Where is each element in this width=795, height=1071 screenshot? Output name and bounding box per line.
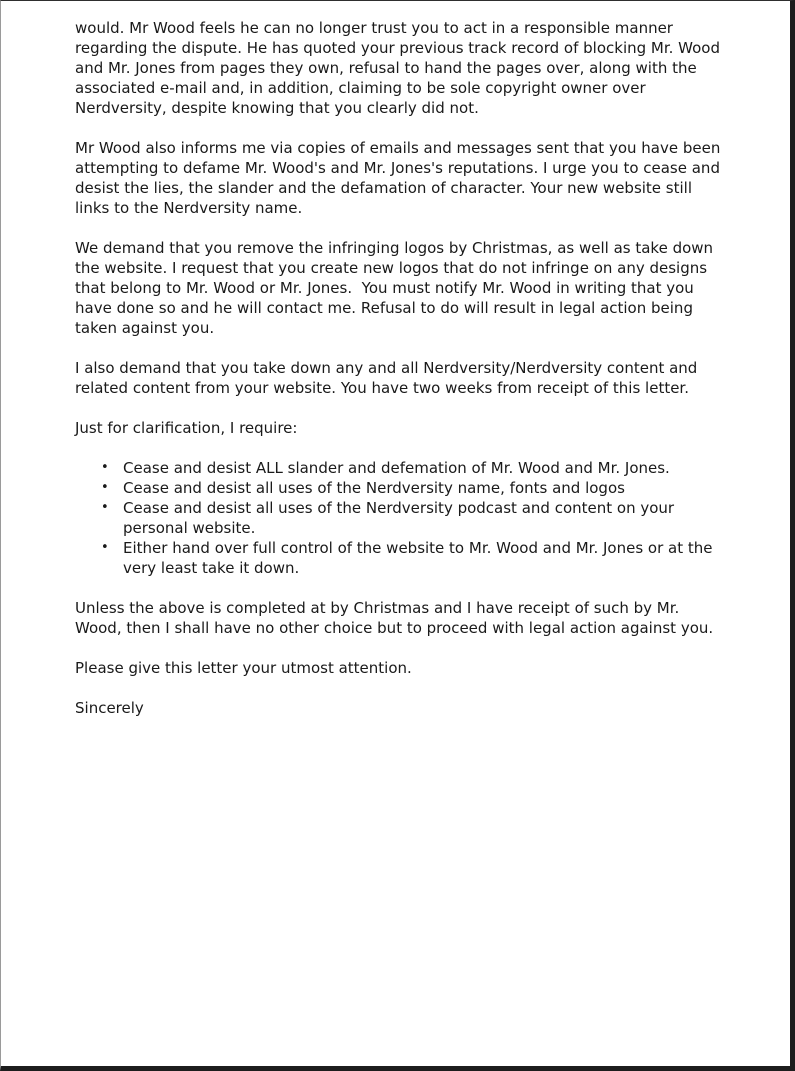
demand-list — [75, 458, 721, 578]
list-item — [101, 498, 721, 538]
list-item — [101, 538, 721, 578]
list-item-text: Either hand over full control of the website to Mr. Wood and Mr. Jones or at the very least take it down. — [123, 539, 713, 577]
list-item — [101, 478, 721, 498]
paragraph-ultimatum: Unless the above is completed at by Christmas and I have receipt of such by Mr. Wood, then I shall have no other choice but to proceed with legal action against you. — [75, 599, 714, 637]
signoff: Sincerely — [75, 699, 144, 717]
list-item-text: Cease and desist all uses of the Nerdversity name, fonts and logos — [123, 479, 625, 497]
paragraph-continuation: would. Mr Wood feels he can no longer trust you to act in a responsible manner regarding the dispute. He has quoted your previous track record of blocking Mr. Wood and Mr. Jones from pages they own, refusal to hand the pages over, along with the associated e-mail and, in addition, claiming to be sole copyright owner over Nerdversity, despite knowing that you clearly did not. — [75, 19, 725, 117]
bullet-icon: • — [101, 540, 109, 555]
letter-body — [75, 18, 726, 718]
bullet-icon: • — [101, 460, 109, 475]
paragraph-attention: Please give this letter your utmost attention. — [75, 659, 412, 677]
bullet-icon: • — [101, 480, 109, 495]
list-item-text: Cease and desist all uses of the Nerdversity podcast and content on your personal website. — [123, 499, 675, 537]
paragraph-defamation: Mr Wood also informs me via copies of emails and messages sent that you have been attempting to defame Mr. Wood's and Mr. Jones's reputations. I urge you to cease and desist the lies, the slander and the defamation of character. Your new website still links to the Nerdversity name. — [75, 139, 726, 217]
list-item-text: Cease and desist ALL slander and defemation of Mr. Wood and Mr. Jones. — [123, 459, 670, 477]
bullet-icon: • — [101, 500, 109, 515]
paragraph-demand-content: I also demand that you take down any and all Nerdversity/Nerdversity content and related content from your website. You have two weeks from receipt of this letter. — [75, 359, 703, 397]
paragraph-demand-logos: We demand that you remove the infringing logos by Christmas, as well as take down the website. I request that you create new logos that do not infringe on any designs that belong to Mr. Wood or Mr. Jones. You must notify Mr. Wood in writing that you have done so and he will contact me. Refusal to do will result in legal action being taken against you. — [75, 239, 718, 337]
list-item — [101, 458, 721, 478]
list-intro: Just for clarification, I require: — [75, 419, 298, 437]
